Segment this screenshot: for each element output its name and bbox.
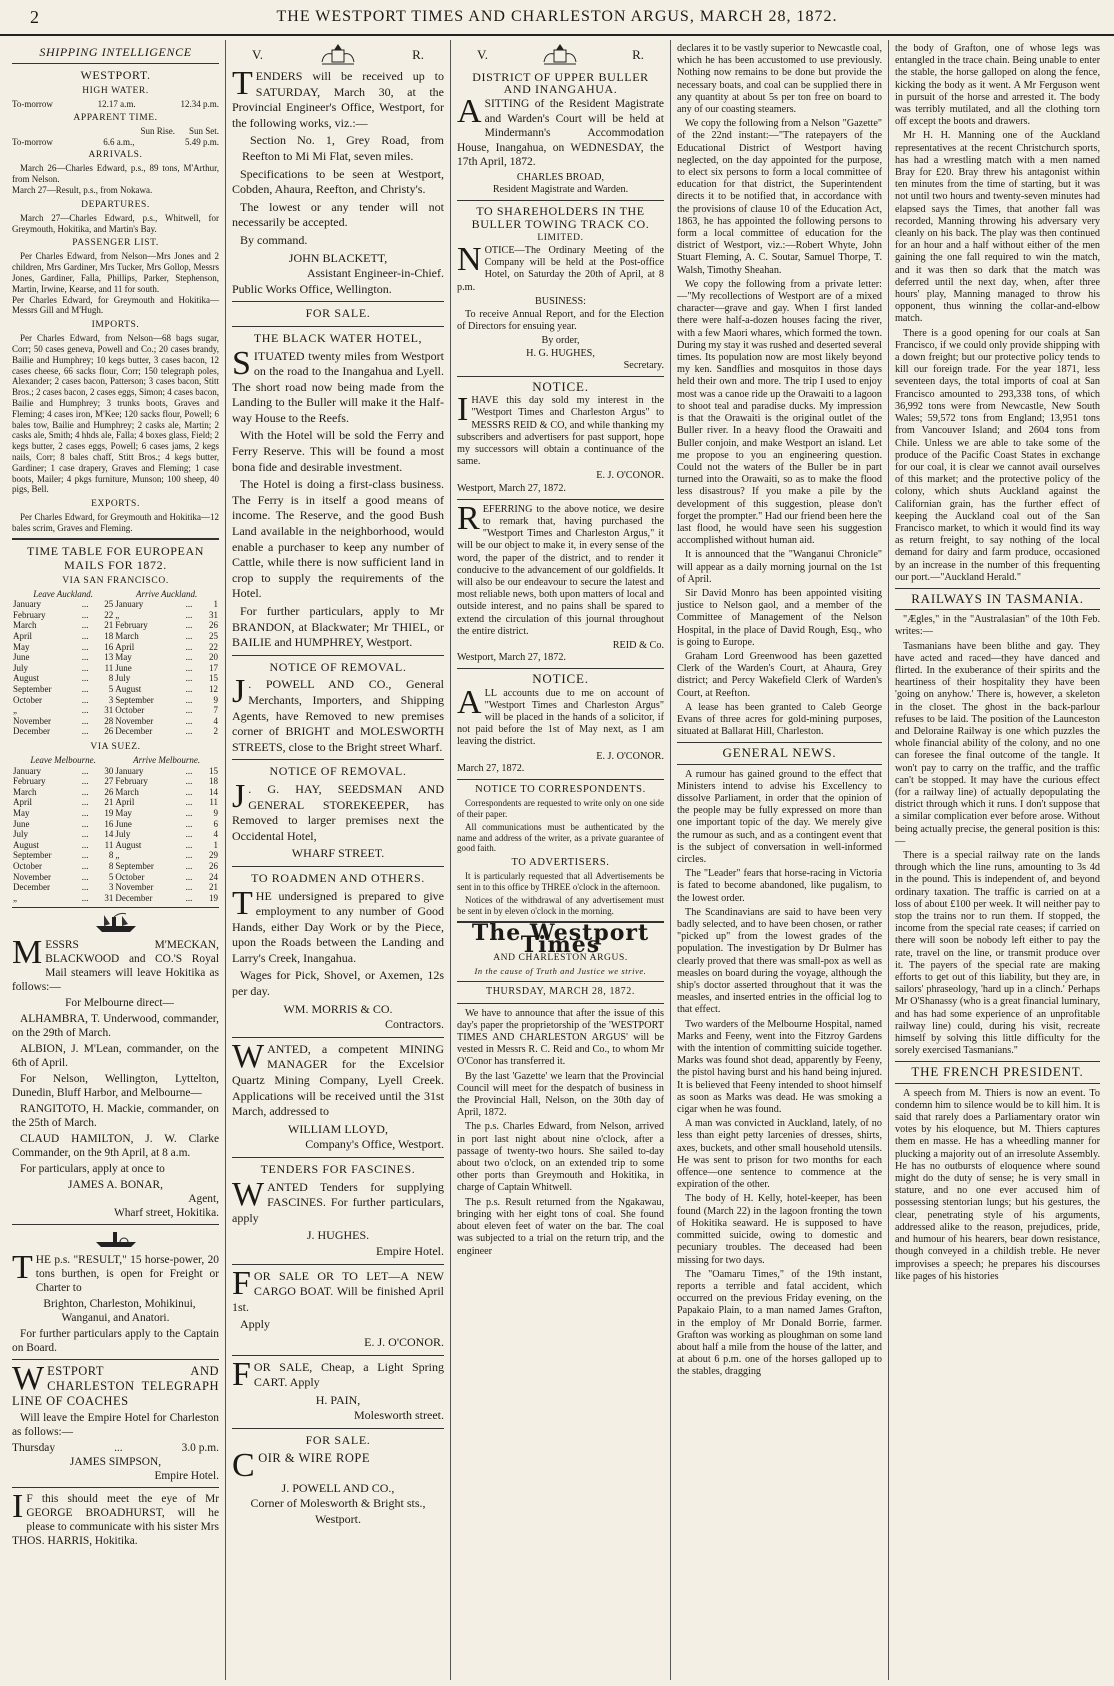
hotel-p4: For further particulars, apply to Mr BRANDON, at Blackwater; Mr THIEL, or BAILIE and HUMPHREY, Westport. <box>232 604 444 650</box>
broadhurst-notice: F this should meet the eye of Mr GEORGE BROADHURST, will he please to communicate with his sister Mrs THOS. HARRIS, Hokitika. <box>12 1493 219 1548</box>
hotel-body: ITUATED twenty miles from Westport on the road to the Inangahua and Lyell. The short road now being made from the Landing to the Buller will make it the Half-way House to the Reefs. <box>232 348 444 425</box>
general-news-5: A man was convicted in Auckland, lately, of no less than eight petty larcenies of dresses, shirts, axes, buckets, and other small household utensils. He was sent to prison for two months for each offence—one sentence to commence at the expiration of the other. <box>677 1118 882 1191</box>
district-title: DISTRICT OF UPPER BULLER AND INANGAHUA. <box>472 70 649 97</box>
hotel-title: THE BLACK WATER HOTEL, <box>253 330 423 345</box>
page-number: 2 <box>30 6 39 27</box>
coat-of-arms-icon <box>540 42 580 68</box>
drop-cap: F <box>232 1264 251 1302</box>
mining-ad: ANTED, a competent MINING MANAGER for the Excelsior Quartz Mining Company, Lyell Creek. Applications will be received until the 31st March, addressed to <box>232 1041 444 1119</box>
fascines-ad: ANTED Tenders for supplying FASCINES. For further particulars, apply <box>232 1179 444 1225</box>
newspaper-columns <box>6 40 1106 1680</box>
hughes-name: J. HUGHES. <box>306 1228 370 1243</box>
drop-cap: T <box>12 1249 33 1287</box>
pain-address: Molesworth street. <box>354 1408 444 1423</box>
steamship-icon <box>94 912 138 934</box>
accounts-signature: E. J. O'CONOR. <box>596 750 664 762</box>
towing-head: TO SHAREHOLDERS IN THE BULLER TOWING TRACK CO. <box>471 204 650 231</box>
high-water-row: To-morrow 12.17 a.m. 12.34 p.m. <box>12 99 219 109</box>
wages-line: Wages for Pick, Shovel, or Axemen, 12s per day. <box>232 968 444 999</box>
general-news-head: GENERAL NEWS. <box>722 745 837 761</box>
pain-name: H. PAIN, <box>315 1392 361 1407</box>
simpson-name: JAMES SIMPSON, <box>69 1456 162 1469</box>
suez-timetable-row: September ... 8 „ ... 29 <box>13 850 218 861</box>
suez-timetable-row: October ... 8 September ... 26 <box>13 860 218 871</box>
local-news-gazette: We copy the following from a Nelson "Gazette" of the 22nd instant:—"The ratepayers of the Educational District of Westport having neglected, on the day appointed for the purpose, to elect six persons to form a local committee of education for that district, the Superintendent directs it to be notified that, in accordance with the provisions of clause 10 of the Education Act, 1863, he has appointed the following persons to form a local committee of education for the district of Westport, viz.:—Robert Whyte, John Stuart Fleming, A. C. Soutar, Samuel Thorpe, T. Walsh, Timothy Sheahan. <box>677 118 882 276</box>
royal-crest: V. R. <box>457 42 664 68</box>
telegraph-schedule: Thursday ... 3.0 p.m. <box>12 1442 219 1455</box>
sf-timetable-row: January ... 25 January ... 1 <box>13 599 218 610</box>
empire-hotel: Empire Hotel. <box>154 1470 219 1483</box>
particulars-line: For particulars, apply at once to <box>20 1163 165 1176</box>
secretary-line: Secretary. <box>623 359 664 371</box>
suez-timetable-row: July ... 14 July ... 4 <box>13 829 218 840</box>
business-body: To receive Annual Report, and for the Election of Directors for ensuing year. <box>457 308 664 333</box>
general-news-7: The "Oamaru Times," of the 19th instant, reports a terrible and fatal accident, which occurred on the previous Friday evening, on the Papakaio Plain, to a man named James Grafton, in the employ of Mr Donald Borrie, farmer. Grafton was working as ploughman on some land about half a mile from the house of the latter, and at about 6 p.m. one of the horses galloped up to the stables, dragging <box>677 1268 882 1378</box>
roadmen-body: HE undersigned is prepared to give employment to any number of Good Hands, either Day Work or by the Piece, upon the Roads between the Landing and Larry's Creek, Inangahua. <box>232 888 444 965</box>
drop-cap: W <box>232 1037 265 1075</box>
for-sale-head: FOR SALE. <box>305 306 371 321</box>
broad-name: CHARLES BROAD, <box>516 171 605 183</box>
lloyd-name: WILLIAM LLOYD, <box>288 1121 388 1136</box>
removal1-head: NOTICE OF REMOVAL. <box>269 659 407 674</box>
sf-timetable-row: December ... 26 December ... 2 <box>13 726 218 737</box>
suez-timetable-row: May ... 19 May ... 9 <box>13 807 218 818</box>
rangitoto-line: RANGITOTO, H. Mackie, commander, on the 25th of March. <box>12 1103 219 1130</box>
bonar-agent: Agent, <box>188 1193 219 1206</box>
bonar-name: JAMES A. BONAR, <box>68 1179 163 1192</box>
timetable-title: TIME TABLE FOR EUROPEAN MAILS FOR 1872. <box>27 543 204 572</box>
result-ad: HE p.s. "RESULT," 15 horse-power, 20 tons burthen, is open for Freight or Charter to <box>35 1254 219 1295</box>
broad-title: Resident Magistrate and Warden. <box>492 184 629 196</box>
sun-row: To-morrow 6.6 a.m., 5.49 p.m. <box>12 136 219 147</box>
general-news-1: A rumour has gained ground to the effect that Ministers intend to advise his Excellency to dissolve Parliament, in order that the opinion of the people may be fully expressed on more than one important topic of the day. We merely give the rumour as such, and as a contingent event that is the subject of conversation in well-informed circles. <box>677 768 882 865</box>
sf-timetable: Leave Auckland. Arrive Auckland. January ... 25 January ... 1 February ... 22 „ ... 31 March ... 21 February ... 26 April ... 18 March ... 25 May ... 16 April ... 22 June ... 13 May ... 20 July ... 11 June ... 17 August ... 8 July ... 15 September ... 5 August ... 12 October ... 3 September ... 9 „ ... 31 October ... 7 November ... 28 November ... 4 December ... 26 December ... 2 <box>13 588 218 737</box>
sun-head-row: Sun Rise. Sun Set. <box>140 125 219 136</box>
column-3 <box>451 40 671 1680</box>
general-news-4: Two warders of the Melbourne Hospital, named Marks and Feeny, went into the Fitzroy Gardens with the intention of committing suicide together. Marks was found shot dead, apparently by Feeny, the pistol having burst and his hand being injured. It is believed that Feeny intended to shoot himself as soon as Marks was dead. He was smoking a cigar when he was found. <box>677 1018 882 1116</box>
running-head: THE WESTPORT TIMES AND CHARLESTON ARGUS, MARCH 28, 1872. <box>276 8 838 25</box>
blackett-title: Assistant Engineer-in-Chief. <box>306 266 444 281</box>
drop-cap: W <box>12 1360 45 1398</box>
drop-cap: M <box>12 934 43 972</box>
sf-timetable-row: February ... 22 „ ... 31 <box>13 609 218 620</box>
arrivals-head: ARRIVALS. <box>88 150 143 161</box>
bonar-address: Wharf street, Hokitika. <box>113 1207 219 1220</box>
accounts-date: March 27, 1872. <box>457 762 525 774</box>
port-name: WESTPORT. <box>80 68 151 82</box>
railways-3: There is a special railway rate on the lands through which the line runs, amounting to 3s 4d in the pound. This is independent of, and beyond ordinary taxation. The traffic is carried on at a loss of about £100 per week. It will neither pay to stop the trains nor to run them. If stopped, the income from the special rate ceases; if carried on there will soon be nobody left either to pay the rate, travel on the line, or transmit produce over it. The payers of the special rate are making efforts to get out of this liability, but they are, in sailors' phraseology, 'hard up in a clinch.' Perhaps Mr O'Shanassy (who is a great financial luminary, and has had some experience of an unprofitable railway line) could, during his visit, recreate himself by solving this little difficulty for the sorely exercised Tasmanians." <box>895 850 1100 1057</box>
drop-cap: A <box>457 93 482 131</box>
sold-notice: HAVE this day sold my interest in the "Westport Times and Charleston Argus" to MESSRS REID & CO, and while thanking my subscribers and advertisers for past support, hope my successors will obtain a continuance of the same. <box>457 395 664 468</box>
lloyd-title: Company's Office, Westport. <box>305 1137 444 1152</box>
sf-timetable-row: June ... 13 May ... 20 <box>13 652 218 663</box>
sf-timetable-row: July ... 11 June ... 17 <box>13 662 218 673</box>
grafton-cont: the body of Grafton, one of whose legs was entangled in the trace chain. Being unable to enter the stable, the horse galloped on along the fence, kicking the body as it went. A Mr Ferguson went in pursuit of the horse and arrested it. The body was terribly mutilated, and all the clothing torn off except the boots and drawers. <box>895 43 1100 128</box>
telegraph-title: ESTPORT AND CHARLESTON TELEGRAPH LINE OF COACHES <box>12 1364 219 1409</box>
via-suez-head: VIA SUEZ. <box>90 742 141 753</box>
removal2-head: NOTICE OF REMOVAL. <box>269 764 407 779</box>
local-news-monro: Sir David Monro has been appointed visiting justice to Nelson gaol, and a member of the Committee of Management of the Nelson Hospital, in the place of David Rough, Esq., who is going to Europe. <box>677 587 882 648</box>
drop-cap: N <box>457 240 482 278</box>
shipping-title: SHIPPING INTELLIGENCE <box>39 45 192 59</box>
leader-4: The p.s. Result returned from the Ngakawau, bringing with her eight tons of coal. She found about eleven feet of water on the bar. The coal was subjected to a trial on the return trip, and the engineer <box>457 1196 664 1257</box>
hughes-name: H. G. HUGHES, <box>526 347 595 359</box>
high-water-head: HIGH WATER. <box>82 86 149 96</box>
hotel-p3: The Hotel is doing a first-class business. The Ferry is in itself a good means of income. The Reserve, and the good Bush Land available in the neighborhood, would enable a purchaser to keep any number of Cattle, while there is now sufficient land in crop to supply the requirements of the Hotel. <box>232 477 444 601</box>
sf-timetable-row: September ... 5 August ... 12 <box>13 684 218 695</box>
passenger-head: PASSENGER LIST. <box>72 238 159 249</box>
leader-2: By the last 'Gazette' we learn that the Provincial Council will meet for the despatch of business in the Provincial Hall, Nelson, on the 30th day of April, 1872. <box>457 1070 664 1119</box>
paper-subtitle: AND CHARLESTON ARGUS. <box>493 953 628 964</box>
suez-timetable-row: August ... 11 August ... 1 <box>13 839 218 850</box>
imports-head: IMPORTS. <box>91 320 140 331</box>
drop-cap: C <box>232 1446 256 1484</box>
business-head: BUSINESS: <box>535 295 586 307</box>
contractors-line: Contractors. <box>385 1017 444 1032</box>
morris-name: WM. MORRIS & CO. <box>283 1001 393 1016</box>
cargo-ad: OR SALE OR TO LET—A NEW CARGO BOAT. Will be finished April 1st. <box>232 1268 444 1314</box>
leader-1: We have to announce that after the issue of this day's paper the proprietorship of the 'WESTPORT TIMES AND CHARLESTON ARGUS' will be vested in Messrs R. C. Reid and Co., to whom Mr O'Conor has transferred it. <box>457 1007 664 1068</box>
departures-text: March 27—Charles Edward, p.s., Whitwell, for Greymouth, Hokitika, and Martin's Bay. <box>12 212 219 234</box>
referring-notice: EFERRING to the above notice, we desire to remark that, having purchased the "Westport Times and Charleston Argus," it will be our object to make it, in every sense of the word, the paper of the district, and to render it conducive to the advancement of our goldfields. It will also be our endeavour to secure the latest and most reliable news, both upon matters of local and outside interest, and no pains shall be spared to extend the circulation of this journal throughout the entire district. <box>457 503 664 637</box>
sf-timetable-row: August ... 8 July ... 15 <box>13 673 218 684</box>
drop-cap: F <box>232 1355 251 1393</box>
french-president-1: A speech from M. Thiers is now an event. To condemn him to silence would be to kill him. It is said that rarely does a Parliamentary orator win votes by his eloquence, but M. Thiers captures them en masse. He has a wheedling manner for plucking a majority out of an irresolute Assembly. He has no outbursts of eloquence where sound might do the duty of sense; he is very small in stature, and no one ever accused him of possessing stentorian lungs; but his gestures, the clear, penetrating style of his arguments, addressed alike to the reason, prejudices, pride, and humour of his hearers, bear down resistance, though conveyed in a childish treble. He never improvises a speech; he prepares his discourses like pages of his histories <box>895 1087 1100 1282</box>
paper-motto: In the cause of Truth and Justice we strive. <box>474 966 647 977</box>
sf-timetable-row: October ... 3 September ... 9 <box>13 694 218 705</box>
pwo-line: Public Works Office, Wellington. <box>232 281 392 296</box>
departures-head: DEPARTURES. <box>81 199 150 210</box>
sitting-notice: SITTING of the Resident Magistrate and Warden's Court will be held at Mindermann's Accommodation House, Inangahua, on WEDNESDAY, the 17th April, 1872. <box>457 98 664 169</box>
column-4 <box>671 40 889 1680</box>
coat-of-arms-icon <box>318 42 358 68</box>
lowest-line: The lowest or any tender will not necessarily be accepted. <box>232 199 444 230</box>
powell-address: Corner of Molesworth & Bright sts., Westport. <box>250 1496 426 1526</box>
advertisers-1: It is particularly requested that all Advertisements be sent in to this office by THREE o'clock in the afternoon. <box>457 871 664 893</box>
drop-cap: T <box>232 65 253 102</box>
railways-2: Tasmanians have been blithe and gay. They have acted and raced—they have danced and flirted. In the exuberance of their spirits and the heartiness of their hospitality they have been 'going on anyhow.' There is, however, a skeleton in the closet. The ghost in the back-parlour refuses to be laid. The position of the Launceston and Deloraine Railway is one which puzzles the whole financial ability of the colony, and no one can foresee the final outcome of the tangle. It won't pay to carry on the traffic, and the traffic can't be stopped. It may have the curious effect (for a railway line) of actually depopulating the district through which it runs. I don't suppose that a similar complication ever before arose. Without being actually precise, the general position is this:— <box>895 640 1100 847</box>
local-news-greenwood: Graham Lord Greenwood has been gazetted Clerk of the Warden's Court, at Ahaura, Grey district; and Percy Wakefield Clerk of Warden's Court, at Reefton. <box>677 650 882 699</box>
local-news-wanganui: It is announced that the "Wanganui Chronicle" will appear as a daily morning journal on the 1st of April. <box>677 549 882 585</box>
suez-timetable-row: March ... 26 March ... 14 <box>13 786 218 797</box>
suez-timetable-row: June ... 16 June ... 6 <box>13 818 218 829</box>
paper-nameplate: The Westport Times <box>471 919 650 958</box>
suez-timetable-row: February ... 27 February ... 18 <box>13 776 218 787</box>
paddle-steamer-icon <box>94 1229 138 1249</box>
suez-timetable-row: April ... 21 April ... 11 <box>13 797 218 808</box>
suez-timetable-row: January ... 30 January ... 15 <box>13 765 218 776</box>
notice2-head: NOTICE. <box>532 671 589 687</box>
fascines-head: TENDERS FOR FASCINES. <box>260 1162 416 1176</box>
column-2 <box>226 40 451 1680</box>
accounts-notice: LL accounts due to me on account of "Westport Times and Charleston Argus" will be placed in the hands of a solicitor, if not paid before the 1st of May next, as I am leaving the district. <box>457 687 664 748</box>
exports-text: Per Charles Edward, for Greymouth and Hokitika—12 bales scrim, Graves and Fleming. <box>12 512 219 533</box>
coal-story: There is a good opening for our coals at San Francisco, if we could only provide shipping with a down freight; but our protective policy tends to kill our foreign trade. For the year 1871, less seventeen days, the total imports of coal at San Francisco amounted to 293,338 tons, of which 36,992 tons were from Newcastle, New South Wales; 59,572 tons from England; 13,951 tons from Vancouver Island; and 2604 tons from Chile. Unless we are able to take some of the produce of the Pacific Coast States in exchange for our coal, it is clear we cannot avail ourselves of this market; and the protective policy of the colony, which shuts Auckland against the Californian grain, has the further effect of keeping the Auckland coal out of the San Francisco market, to which it would find its way as return freight, to say nothing of the local demand for dairy and farm produce, occasioned by an increase in the number of this frequenting our port.—"Auckland Herald." <box>895 327 1100 583</box>
reid-signature: REID & Co. <box>612 640 664 652</box>
hotel-p2: With the Hotel will be sold the Ferry and Ferry Reserve. This will be found a most bona fide and desirable investment. <box>232 428 444 474</box>
manning-story: Mr H. H. Manning one of the Auckland representatives at the recent Christchurch sports, has had a wrestling match with a men named Bray for £20. Bray threw his antagonist within ten minutes from the time of starting, but it was not until two hours and twenty-seven minutes had elapsed says the Times, that another fall was recorded, Manning throwing his adversary very cleanly on his back. The play was then continued for an hour and a half without either of the men gaining the one fall required to win the match, and it was then so dark that the match was deferred until the next day, when, after three hours' play, Manning managed to throw his opponent, thus winning the collar-and-elbow match. <box>895 130 1100 325</box>
powell-name: J. POWELL AND CO., <box>281 1480 395 1495</box>
railways-head: RAILWAYS IN TASMANIA. <box>911 590 1084 606</box>
suez-timetable-row: „ ... 31 December ... 19 <box>13 892 218 903</box>
general-news-2: The "Leader" fears that horse-racing in Victoria is fated to become abandoned, like pugalism, to the lowest order. <box>677 868 882 904</box>
general-news-6: The body of H. Kelly, hotel-keeper, has been found (March 22) in the lagoon fronting the town of Hokitika seaward. He is supposed to have committed suicide, owing to domestic and pecuniary troubles. The deceased had been missing for two days. <box>677 1193 882 1266</box>
advertisers-2: Notices of the withdrawal of any advertisement must be sent in by eleven o'clock in the morning. <box>457 895 664 916</box>
reid-date: Westport, March 27, 1872. <box>457 652 566 664</box>
removal2-body: . G. HAY, SEEDSMAN AND GENERAL STOREKEEPER, has Removed to larger premises next the Occidental Hotel, <box>232 781 444 843</box>
result-ports: Brighton, Charleston, Mohikinui, Wanganui, and Anatori. <box>43 1298 196 1325</box>
cart-ad: OR SALE, Cheap, a Light Spring CART. Apply <box>253 1359 444 1390</box>
sf-timetable-row: March ... 21 February ... 26 <box>13 620 218 631</box>
suez-timetable-row: December ... 3 November ... 21 <box>13 882 218 893</box>
sold-signature: E. J. O'CONOR. <box>596 470 664 482</box>
exports-head: EXPORTS. <box>91 499 140 510</box>
suez-timetable-row: November ... 5 October ... 24 <box>13 871 218 882</box>
drop-cap: W <box>232 1175 265 1213</box>
correspondents-2: All communications must be authenticated by the name and address of the writer, as a private guarantee of good faith. <box>457 821 664 854</box>
column-1 <box>6 40 226 1680</box>
by-order: By order, <box>541 335 580 347</box>
sf-timetable-row: May ... 16 April ... 22 <box>13 641 218 652</box>
alhambra-line: ALHAMBRA, T. Underwood, commander, on the 29th of March. <box>12 1013 219 1040</box>
arrivals-text: March 26—Charles Edward, p.s., 89 tons, M'Arthur, from Nelson. March 27—Result, p.s., from Nokawa. <box>12 163 219 195</box>
apparent-time-head: APPARENT TIME. <box>73 112 158 123</box>
drop-cap: J <box>232 673 246 711</box>
drop-cap: I <box>457 391 469 429</box>
french-president-head: THE FRENCH PRESIDENT. <box>911 1064 1084 1080</box>
telegraph-body: Will leave the Empire Hotel for Charleston as follows:— <box>12 1412 219 1439</box>
column-5 <box>889 40 1106 1680</box>
imports-text: Per Charles Edward, from Nelson—68 bags sugar, Corr; 50 cases geneva, Powell and Co.; 20 cases brandy, Bailie and Humphrey; 10 kegs butter, 3 cases bacon, 12 cases cheese, 66 sacks flour, Corr; 150 telegraph poles, Alexander; 2 cases bacon, Patterson; 3 cases bacon, Stitt Bros.; 2 cases bacon, 2 cases eggs, Simon; 4 cases bacon, Bailie and Humphrey; 3 trunks boots, Graves and Fleming; 4 cases iron, M'Kee; 120 sacks flour, Powell; 6 bales tow, Bailie and Humphrey; 2 casks ale, Martin; 2 casks ale, Smith; 4 hhds ale, Falla; 4 boxes glass, Field; 2 kegs butter, 2 cases eggs, Powell; 6 cases jams, 2 kegs nails, Corr; 8 bales chaff, Stitt Bros.; 4 kegs butter, Gardiner; 1 case drapery, Graves and Fleming; 1 case boots, Mailer; 4 pkgs furniture, Munson; 100 sheep, 40 pigs, Bell. <box>12 333 219 495</box>
correspondents-head: NOTICE TO CORRESPONDENTS. <box>475 784 646 796</box>
drop-cap: A <box>457 683 482 721</box>
railways-1: "Ægles," in the "Australasian" of the 10th Feb. writes:— <box>895 614 1100 638</box>
drop-cap: J <box>232 777 246 815</box>
cargo-apply: Apply <box>240 1317 270 1332</box>
drop-cap: S <box>232 344 251 382</box>
for-sale2-head: FOR SALE. <box>305 1432 371 1447</box>
royal-crest: V. R. <box>232 42 444 68</box>
leader-3: The p.s. Charles Edward, from Nelson, arrived in port last night about nine o'clock, after a passage of twenty-two hours. She sailed to-day about two o'clock, on an extended trip to some other ports than Greymouth and Hokitika, in charge of Captain Whitwell. <box>457 1121 664 1194</box>
advertisers-head: TO ADVERTISERS. <box>511 857 610 869</box>
result-apply: For further particulars apply to the Captain on Board. <box>12 1328 219 1355</box>
cargo-oconor: E. J. O'CONOR. <box>364 1334 444 1349</box>
general-news-3: The Scandinavians are said to have been very badly selected, and to have been chosen, or rather "picked up" from the lowest grades of the population. The investigation by Dr Bulmer has clearly proved that there was small-pox as well as measles on board during the voyage, although the ship's doctor asserted throughout that it was the measles, and inserted entries in the official log to that effect. <box>677 906 882 1016</box>
local-news-cont: declares it to be vastly superior to Newcastle coal, which he has been accustomed to use previously. Nothing now remains to be done but provide the necessary boats, and coal can be supplied there in any quantity at about 5s per ton free on board to any of our coasting steamers. <box>677 43 882 116</box>
command-line: By command. <box>240 232 308 247</box>
drop-cap: I <box>12 1488 24 1526</box>
drop-cap: T <box>232 884 253 922</box>
notice1-head: NOTICE. <box>532 378 589 394</box>
passenger-text: Per Charles Edward, from Nelson—Mrs Jones and 2 children, Mrs Gardiner, Mrs Tucker, Mrs Gollop, Messrs Jones, Gardiner, Falla, Phillips, Parker, Stephenson, Martin, Irwine, Kearse, and 11 for south. Per Charles Edward, for Greymouth and Hokitika—Messrs Gill and M'Hugh. <box>12 251 219 316</box>
sf-timetable-row: November ... 28 November ... 4 <box>13 715 218 726</box>
meckan-ad: ESSRS M'MECKAN, BLACKWOOD and CO.'S Royal Mail steamers will leave Hokitika as follows:— <box>12 939 219 994</box>
for-nelson: For Nelson, Wellington, Lyttelton, Dunedin, Bluff Harbor, and Melbourne— <box>12 1073 219 1100</box>
issue-date: THURSDAY, MARCH 28, 1872. <box>486 986 635 998</box>
suez-timetable: Leave Melbourne. Arrive Melbourne. January ... 30 January ... 15 February ... 27 February ... 18 March ... 26 March ... 14 April ... 21 April ... 11 May ... 19 May ... 9 June ... 16 June ... 6 July ... 14 July ... 4 August ... 11 August ... 1 September ... 8 „ ... 29 October ... 8 September ... 26 November ... 5 October ... 24 December ... 3 November ... 21 „ ... 31 December ... 19 <box>13 755 218 903</box>
albion-line: ALBION, J. M'Lean, commander, on the 6th of April. <box>12 1043 219 1070</box>
towing-notice: OTICE—The Ordinary Meeting of the Company will be held at the Post-office Hotel, on Saturday the 20th of April, at 8 p.m. <box>457 244 664 293</box>
local-news-lease: A lease has been granted to Caleb George Evans of three acres for gold-mining purposes, situated at Ballarat Hill, Charleston. <box>677 701 882 738</box>
specs-line: Specifications to be seen at Westport, Cobden, Ahaura, Reefton, and Christy's. <box>232 166 444 197</box>
page-header <box>0 0 1114 36</box>
limited-line: LIMITED. <box>537 232 584 243</box>
coir-ad: OIR & WIRE ROPE <box>258 1450 370 1465</box>
blackett-name: JOHN BLACKETT, <box>288 250 388 265</box>
claud-line: CLAUD HAMILTON, J. W. Clarke Commander, on the 9th April, at 8 a.m. <box>12 1133 219 1160</box>
sf-timetable-row: April ... 18 March ... 25 <box>13 631 218 642</box>
correspondents-1: Correspondents are requested to write only on one side of their paper. <box>457 798 664 820</box>
via-sf-head: VIA SAN FRANCISCO. <box>62 575 169 586</box>
sf-timetable-row: „ ... 31 October ... 7 <box>13 705 218 716</box>
for-melbourne: For Melbourne direct— <box>65 997 174 1010</box>
removal1-body: . POWELL AND CO., General Merchants, Importers, and Shipping Agents, have Removed to new premises corner of BRIGHT and MOLESWORTH STREETS, close to the Bright street Wharf. <box>232 677 444 754</box>
section-line: Section No. 1, Grey Road, from Reefton to Mi Mi Flat, seven miles. <box>242 133 444 163</box>
roadmen-head: TO ROADMEN AND OTHERS. <box>251 870 425 885</box>
local-news-letter: We copy the following from a private letter:—"My recollections of Westport are of a mixed character—grave and gay. When I first landed there were half-a-dozen houses facing the river, with a few Maori whares, which formed the town. During my stay it was rushed and deserted several times. Its population now are most likely beyond my ken. Sandflies and mosquitos in those days held their own and more. The trip I used to enjoy most was a canoe ride up the Orawaiti to a lagoon to shoot teal and paradise ducks. My impression is that the Orawaiti is the original outlet of the Buller river. In a heavy flood the Orawaiti and Buller conjoin, and make Westport an island. Let me propose to you an engineering question. Could not the waters of the Buller be in part turned into the Orawaiti, so as to make the flood less disastrous? If you make a pile by the development of this suggestion, please don't forget the prompter." Had our friend been here the last flood, he would have seen his suggestion accomplished without human aid. <box>677 278 882 547</box>
sold-date: Westport, March 27, 1872. <box>457 482 566 494</box>
drop-cap: R <box>457 499 480 537</box>
hughes-hotel: Empire Hotel. <box>376 1243 444 1258</box>
tenders-ad: ENDERS will be received up to SATURDAY, March 30, at the Provincial Engineer's Office, Westport, for the following works, viz.:— <box>232 69 444 130</box>
wharf-street: WHARF STREET. <box>291 846 385 861</box>
